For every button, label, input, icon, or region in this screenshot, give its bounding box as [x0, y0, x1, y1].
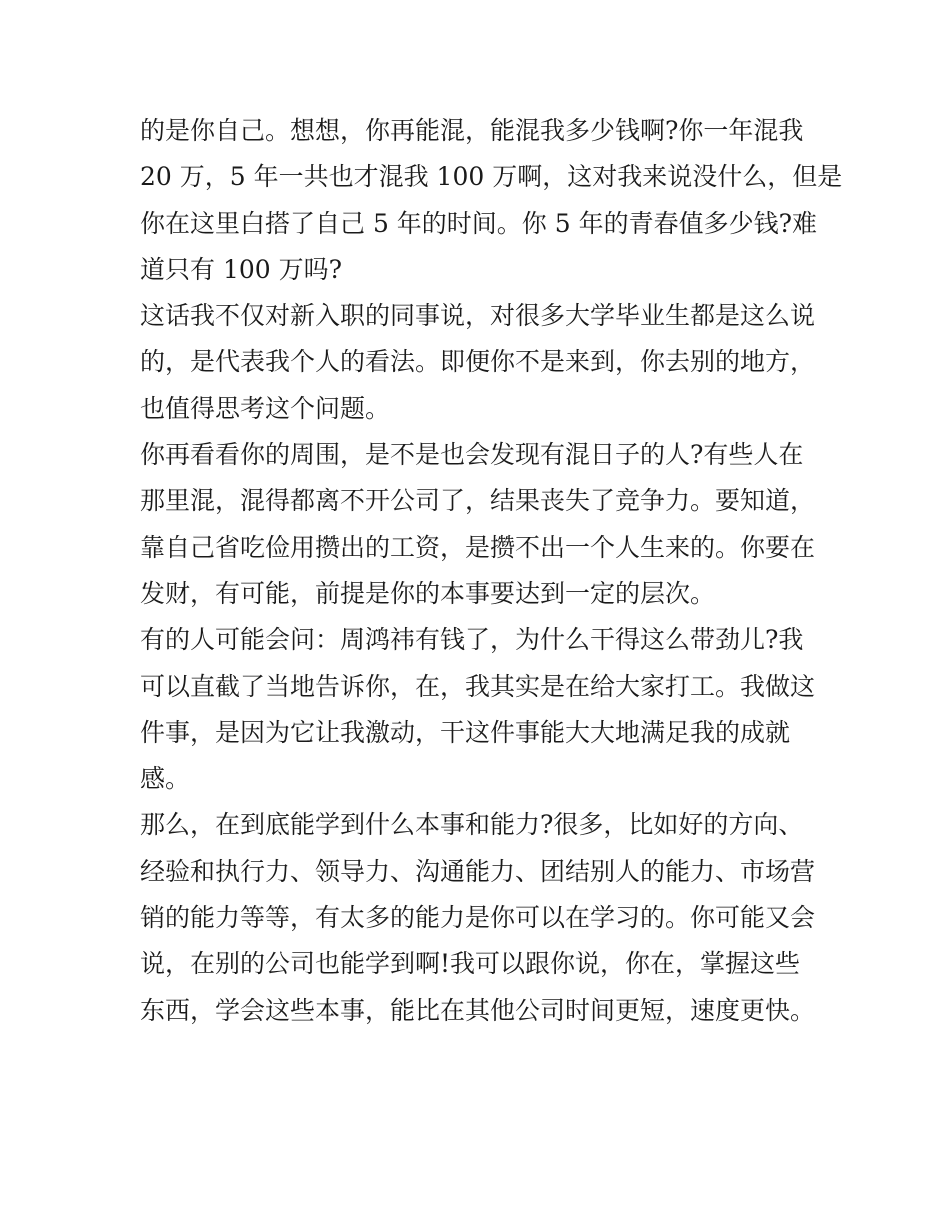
- text-line: 靠自己省吃俭用攒出的工资，是攒不出一个人生来的。你要在: [140, 532, 816, 562]
- text-line: 的是你自己。想想，你再能混，能混我多少钱啊?你一年混我: [140, 116, 804, 145]
- text-line: 感。: [140, 764, 191, 794]
- text-line: 那里混，混得都离不开公司了，结果丧失了竞争力。要知道，: [140, 486, 816, 516]
- text-line: 道只有 100 万吗?: [140, 254, 343, 284]
- text-line: 的，是代表我个人的看法。即便你不是来到，你去别的地方，: [140, 347, 816, 377]
- text-line: 可以直截了当地告诉你，在，我其实是在给大家打工。我做这: [140, 671, 816, 701]
- text-line: 也值得思考这个问题。: [140, 393, 391, 423]
- text-line: 这话我不仅对新入职的同事说，对很多大学毕业生都是这么说: [140, 301, 816, 331]
- text-line: 说，在别的公司也能学到啊!我可以跟你说，你在，掌握这些: [140, 949, 801, 979]
- text-line: 那么，在到底能学到什么本事和能力?很多，比如好的方向、: [140, 810, 804, 840]
- text-line: 东西，学会这些本事，能比在其他公司时间更短，速度更快。: [140, 995, 816, 1025]
- text-line: 销的能力等等，有太多的能力是你可以在学习的。你可能又会: [140, 903, 816, 933]
- text-line: 发财，有可能，前提是你的本事要达到一定的层次。: [140, 578, 716, 608]
- text-line: 你再看看你的周围，是不是也会发现有混日子的人?有些人在: [140, 440, 804, 470]
- body-text: [140, 108, 843, 1034]
- text-line: 20 万，5 年一共也才混我 100 万啊，这对我来说没什么，但是: [140, 162, 843, 192]
- text-line: 件事，是因为它让我激动，干这件事能大大地满足我的成就: [140, 717, 791, 747]
- text-line: 有的人可能会问：周鸿祎有钱了，为什么干得这么带劲儿?我: [140, 625, 804, 655]
- text-line: 经验和执行力、领导力、沟通能力、团结别人的能力、市场营: [140, 856, 816, 886]
- text-line: 你在这里白搭了自己 5 年的时间。你 5 年的青春值多少钱?难: [140, 208, 818, 238]
